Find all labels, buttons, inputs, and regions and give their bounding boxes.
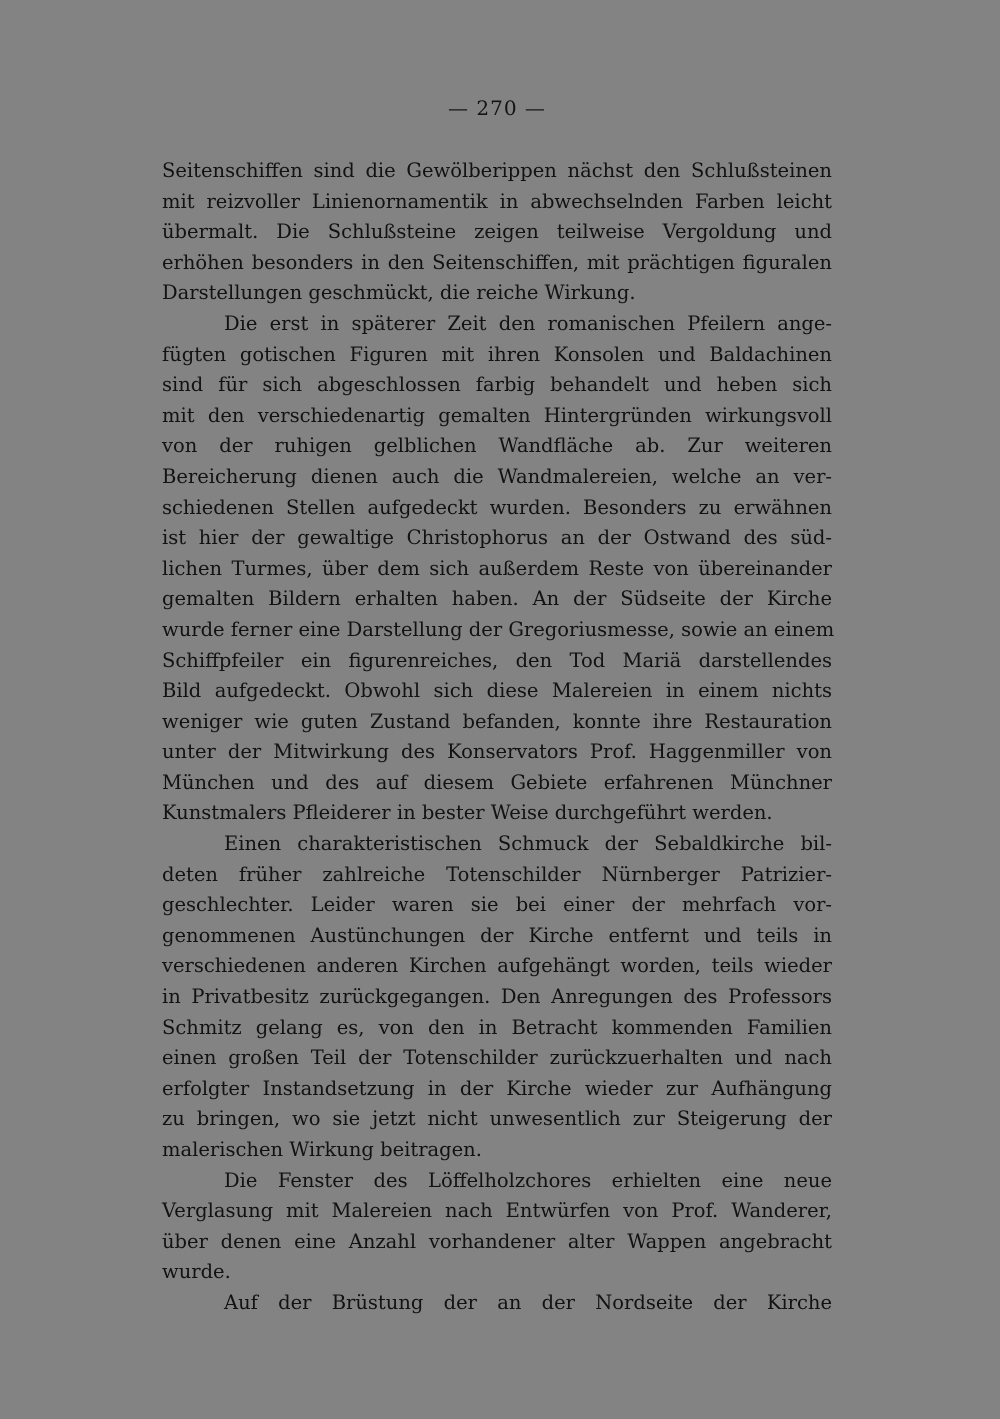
text-line: mit reizvoller Linienornamentik in abwechselnden Farben leicht [162, 189, 832, 213]
text-line: Bereicherung dienen auch die Wandmalereien, welche an ver- [162, 464, 832, 488]
text-line: weniger wie guten Zustand befanden, konnte ihre Restauration [162, 709, 832, 733]
document-page [162, 0, 835, 1419]
text-line: Die erst in späterer Zeit den romanischen Pfeilern ange- [224, 311, 832, 335]
text-line: schiedenen Stellen aufgedeckt wurden. Besonders zu erwähnen [162, 495, 832, 519]
text-line: Einen charakteristischen Schmuck der Sebaldkirche bil- [224, 832, 832, 856]
text-line: in Privatbesitz zurückgegangen. Den Anregungen des Professors [162, 985, 832, 1009]
text-line: mit den verschiedenartig gemalten Hintergründen wirkungsvoll [162, 403, 832, 427]
text-line: wurde ferner eine Darstellung der Gregoriusmesse, sowie an einem [162, 617, 835, 641]
text-line: Verglasung mit Malereien nach Entwürfen von Prof. Wanderer, [162, 1199, 832, 1223]
text-line: über denen eine Anzahl vorhandener alter Wappen angebracht [162, 1229, 832, 1253]
text-line: geschlechter. Leider waren sie bei einer der mehrfach vor- [162, 893, 832, 917]
text-line: übermalt. Die Schlußsteine zeigen teilweise Vergoldung und [162, 220, 832, 244]
text-line: erfolgter Instandsetzung in der Kirche wieder zur Aufhängung [162, 1076, 832, 1100]
text-line: Seitenschiffen sind die Gewölberippen nächst den Schlußsteinen [162, 159, 832, 182]
text-line: einen großen Teil der Totenschilder zurückzuerhalten und nach [162, 1046, 832, 1070]
text-line: malerischen Wirkung beitragen. [162, 1138, 482, 1161]
text-line: lichen Turmes, über dem sich außerdem Reste von übereinander [162, 556, 832, 580]
text-line: München und des auf diesem Gebiete erfahrenen Münchner [162, 770, 832, 794]
text-line: wurde. [162, 1260, 231, 1284]
text-line: erhöhen besonders in den Seitenschiffen, mit prächtigen figuralen [162, 250, 832, 274]
text-line: genommenen Austünchungen der Kirche entfernt und teils in [162, 923, 832, 947]
text-line: ist hier der gewaltige Christophorus an der Ostwand des süd- [162, 526, 832, 550]
text-line: Die Fenster des Löffelholzchores erhielten eine neue [224, 1168, 832, 1192]
text-line: Schiffpfeiler ein figurenreiches, den Tod Mariä darstellendes [162, 648, 832, 672]
text-line: Auf der Brüstung der an der Nordseite der Kirche [224, 1290, 832, 1314]
text-line: Bild aufgedeckt. Obwohl sich diese Malereien in einem nichts [162, 679, 832, 703]
text-line: sind für sich abgeschlossen farbig behandelt und heben sich [162, 373, 832, 397]
text-line: Schmitz gelang es, von den in Betracht kommenden Familien [162, 1015, 832, 1039]
page-number: — 270 — [448, 96, 546, 120]
text-line: zu bringen, wo sie jetzt nicht unwesentlich zur Steigerung der [162, 1107, 832, 1131]
text-line: fügten gotischen Figuren mit ihren Konsolen und Baldachinen [162, 342, 832, 366]
body-text [162, 156, 835, 1319]
text-line: unter der Mitwirkung des Konservators Prof. Haggenmiller von [162, 740, 832, 764]
text-line: gemalten Bildern erhalten haben. An der Südseite der Kirche [162, 587, 832, 611]
text-line: verschiedenen anderen Kirchen aufgehängt worden, teils wieder [162, 954, 832, 978]
text-line: deten früher zahlreiche Totenschilder Nürnberger Patrizier- [162, 862, 832, 886]
text-line: Darstellungen geschmückt, die reiche Wirkung. [162, 281, 636, 305]
text-line: von der ruhigen gelblichen Wandfläche ab. Zur weiteren [162, 434, 832, 458]
text-line: Kunstmalers Pfleiderer in bester Weise durchgeführt werden. [162, 801, 773, 825]
